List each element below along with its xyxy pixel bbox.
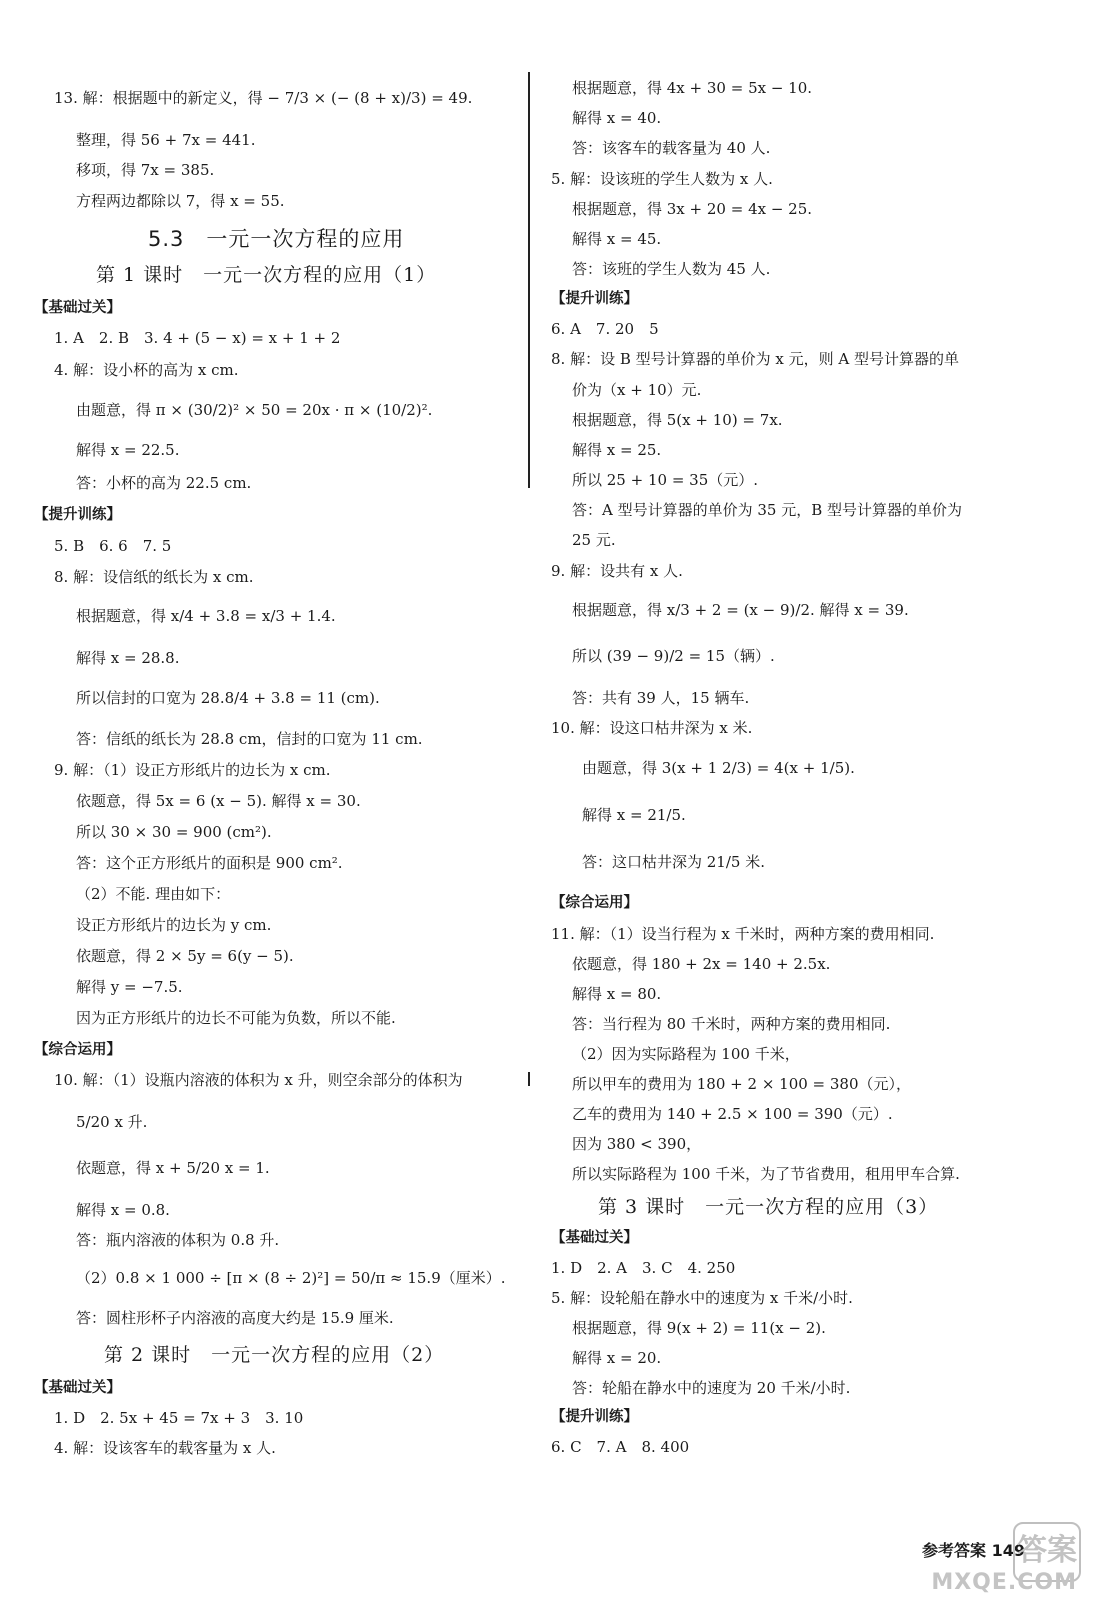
answer-line: （2）因为实际路程为 100 千米， <box>572 1045 800 1063</box>
answer-line: 根据题意，得 3x + 20 = 4x − 25. <box>572 200 813 218</box>
answer-line: 5. B 6. 6 7. 5 <box>54 537 172 555</box>
answer-line: 5. 解：设该班的学生人数为 x 人. <box>551 170 773 188</box>
page-number: 149 <box>991 1541 1025 1560</box>
section-heading: 【提升训练】 <box>551 1409 638 1425</box>
answer-line: 依题意，得 5x = 6 (x − 5). 解得 x = 30. <box>76 792 361 810</box>
answer-line: 根据题意，得 5(x + 10) = 7x. <box>572 411 783 429</box>
answer-line: 所以实际路程为 100 千米，为了节省费用，租用甲车合算. <box>572 1165 960 1183</box>
answer-line: 乙车的费用为 140 + 2.5 × 100 = 390（元）. <box>572 1105 893 1123</box>
answer-line: 依题意，得 x + 5/20 x = 1. <box>76 1159 270 1177</box>
answer-line: 8. 解：设信纸的纸长为 x cm. <box>54 568 254 586</box>
answer-line: 答：瓶内溶液的体积为 0.8 升. <box>76 1231 280 1249</box>
answer-line: 答：轮船在静水中的速度为 20 千米/小时. <box>572 1379 851 1397</box>
answer-line: 所以 30 × 30 = 900 (cm²). <box>76 823 272 841</box>
answer-line: 答：共有 39 人，15 辆车. <box>572 689 750 707</box>
answer-line: 11. 解：（1）设当行程为 x 千米时，两种方案的费用相同. <box>551 925 935 943</box>
answer-line: 答：小杯的高为 22.5 cm. <box>76 474 252 492</box>
q13-line: 整理，得 56 + 7x = 441. <box>76 131 256 149</box>
answer-line: 8. 解：设 B 型号计算器的单价为 x 元，则 A 型号计算器的单 <box>551 350 960 368</box>
answer-line: 解得 x = 25. <box>572 441 662 459</box>
section-heading: 【提升训练】 <box>551 291 638 307</box>
section-heading: 【基础过关】 <box>551 1230 638 1246</box>
answer-line: 5. 解：设轮船在静水中的速度为 x 千米/小时. <box>551 1289 853 1307</box>
section-heading: 【基础过关】 <box>34 300 121 316</box>
answer-line: 根据题意，得 4x + 30 = 5x − 10. <box>572 79 813 97</box>
answer-line: 由题意，得 3(x + 1 2/3) = 4(x + 1/5). <box>582 759 855 777</box>
answer-line: 1. A 2. B 3. 4 + (5 − x) = x + 1 + 2 <box>54 329 341 347</box>
answer-line: 1. D 2. A 3. C 4. 250 <box>551 1259 736 1277</box>
answer-line: 依题意，得 180 + 2x = 140 + 2.5x. <box>572 955 831 973</box>
lesson-title: 第 2 课时 一元一次方程的应用（2） <box>104 1344 445 1366</box>
answer-line: 答：这个正方形纸片的面积是 900 cm². <box>76 854 343 872</box>
answer-line: 依题意，得 2 × 5y = 6(y − 5). <box>76 947 294 965</box>
page-footer <box>922 1538 1025 1561</box>
section-heading: 【综合运用】 <box>34 1042 121 1058</box>
answer-line: 答：该班的学生人数为 45 人. <box>572 260 771 278</box>
footer-label: 参考答案 <box>922 1541 987 1560</box>
answer-line: 答：信纸的纸长为 28.8 cm，信封的口宽为 11 cm. <box>76 730 423 748</box>
answer-line: 答：该客车的载客量为 40 人. <box>572 139 771 157</box>
answer-line: 9. 解：设共有 x 人. <box>551 562 683 580</box>
answer-line: 所以 (39 − 9)/2 = 15（辆）. <box>572 647 775 665</box>
answer-line: 4. 解：设小杯的高为 x cm. <box>54 361 239 379</box>
answer-line: 所以信封的口宽为 28.8/4 + 3.8 = 11 (cm). <box>76 689 380 707</box>
column-divider <box>528 72 530 488</box>
answer-line: 由题意，得 π × (30/2)² × 50 = 20x · π × (10/2)². <box>76 401 433 419</box>
answer-line: 因为 380 < 390， <box>572 1135 702 1153</box>
answer-line: 解得 x = 40. <box>572 109 662 127</box>
answer-line: 解得 x = 20. <box>572 1349 662 1367</box>
answer-line: 解得 x = 28.8. <box>76 649 180 667</box>
answer-line: 解得 x = 22.5. <box>76 441 180 459</box>
answer-line: 5/20 x 升. <box>76 1113 148 1131</box>
answer-line: 6. C 7. A 8. 400 <box>551 1438 690 1456</box>
answer-line: 所以 25 + 10 = 35（元）. <box>572 471 759 489</box>
answer-line: 解得 x = 21/5. <box>582 806 686 824</box>
answer-line: 6. A 7. 20 5 <box>551 320 659 338</box>
q13-line: 方程两边都除以 7，得 x = 55. <box>76 192 285 210</box>
column-divider <box>528 1072 530 1086</box>
answer-line: 解得 y = −7.5. <box>76 978 183 996</box>
answer-line: （2）不能. 理由如下： <box>76 885 231 903</box>
answer-line: 答：圆柱形杯子内溶液的高度大约是 15.9 厘米. <box>76 1309 394 1327</box>
answer-line: 根据题意，得 x/3 + 2 = (x − 9)/2. 解得 x = 39. <box>572 601 909 619</box>
q13-line: 13. 解：根据题中的新定义，得 − 7/3 × (− (8 + x)/3) = 49. <box>54 89 473 107</box>
answer-line: 解得 x = 45. <box>572 230 662 248</box>
section-heading: 【提升训练】 <box>34 507 121 523</box>
answer-line: 25 元. <box>572 531 616 549</box>
section-heading: 【综合运用】 <box>551 895 638 911</box>
answer-line: （2）0.8 × 1 000 ÷ [π × (8 ÷ 2)²] = 50/π ≈ 15.9（厘米）. <box>76 1269 506 1287</box>
answer-line: 9. 解：（1）设正方形纸片的边长为 x cm. <box>54 761 331 779</box>
answer-line: 根据题意，得 9(x + 2) = 11(x − 2). <box>572 1319 826 1337</box>
answer-line: 解得 x = 0.8. <box>76 1201 170 1219</box>
answer-line: 答：这口枯井深为 21/5 米. <box>582 853 765 871</box>
watermark-text: MXQE.COM <box>931 1570 1077 1595</box>
answer-line: 答：A 型号计算器的单价为 35 元，B 型号计算器的单价为 <box>572 501 963 519</box>
answer-line: 10. 解：设这口枯井深为 x 米. <box>551 719 753 737</box>
answer-line: 根据题意，得 x/4 + 3.8 = x/3 + 1.4. <box>76 607 336 625</box>
answer-line: 所以甲车的费用为 180 + 2 × 100 = 380（元）， <box>572 1075 912 1093</box>
section-title: 5.3 一元一次方程的应用 <box>148 227 405 251</box>
answer-line: 解得 x = 80. <box>572 985 662 1003</box>
lesson-title: 第 3 课时 一元一次方程的应用（3） <box>598 1196 939 1218</box>
section-heading: 【基础过关】 <box>34 1380 121 1396</box>
answer-line: 4. 解：设该客车的载客量为 x 人. <box>54 1439 276 1457</box>
answer-line: 因为正方形纸片的边长不可能为负数，所以不能. <box>76 1009 396 1027</box>
q13-line: 移项，得 7x = 385. <box>76 161 215 179</box>
answer-line: 1. D 2. 5x + 45 = 7x + 3 3. 10 <box>54 1409 304 1427</box>
answer-line: 10. 解：（1）设瓶内溶液的体积为 x 升，则空余部分的体积为 <box>54 1071 463 1089</box>
answer-line: 价为（x + 10）元. <box>572 381 702 399</box>
answer-line: 设正方形纸片的边长为 y cm. <box>76 916 272 934</box>
watermark-logo: 答案 <box>1013 1522 1081 1582</box>
answer-line: 答：当行程为 80 千米时，两种方案的费用相同. <box>572 1015 891 1033</box>
lesson-title: 第 1 课时 一元一次方程的应用（1） <box>96 264 437 286</box>
